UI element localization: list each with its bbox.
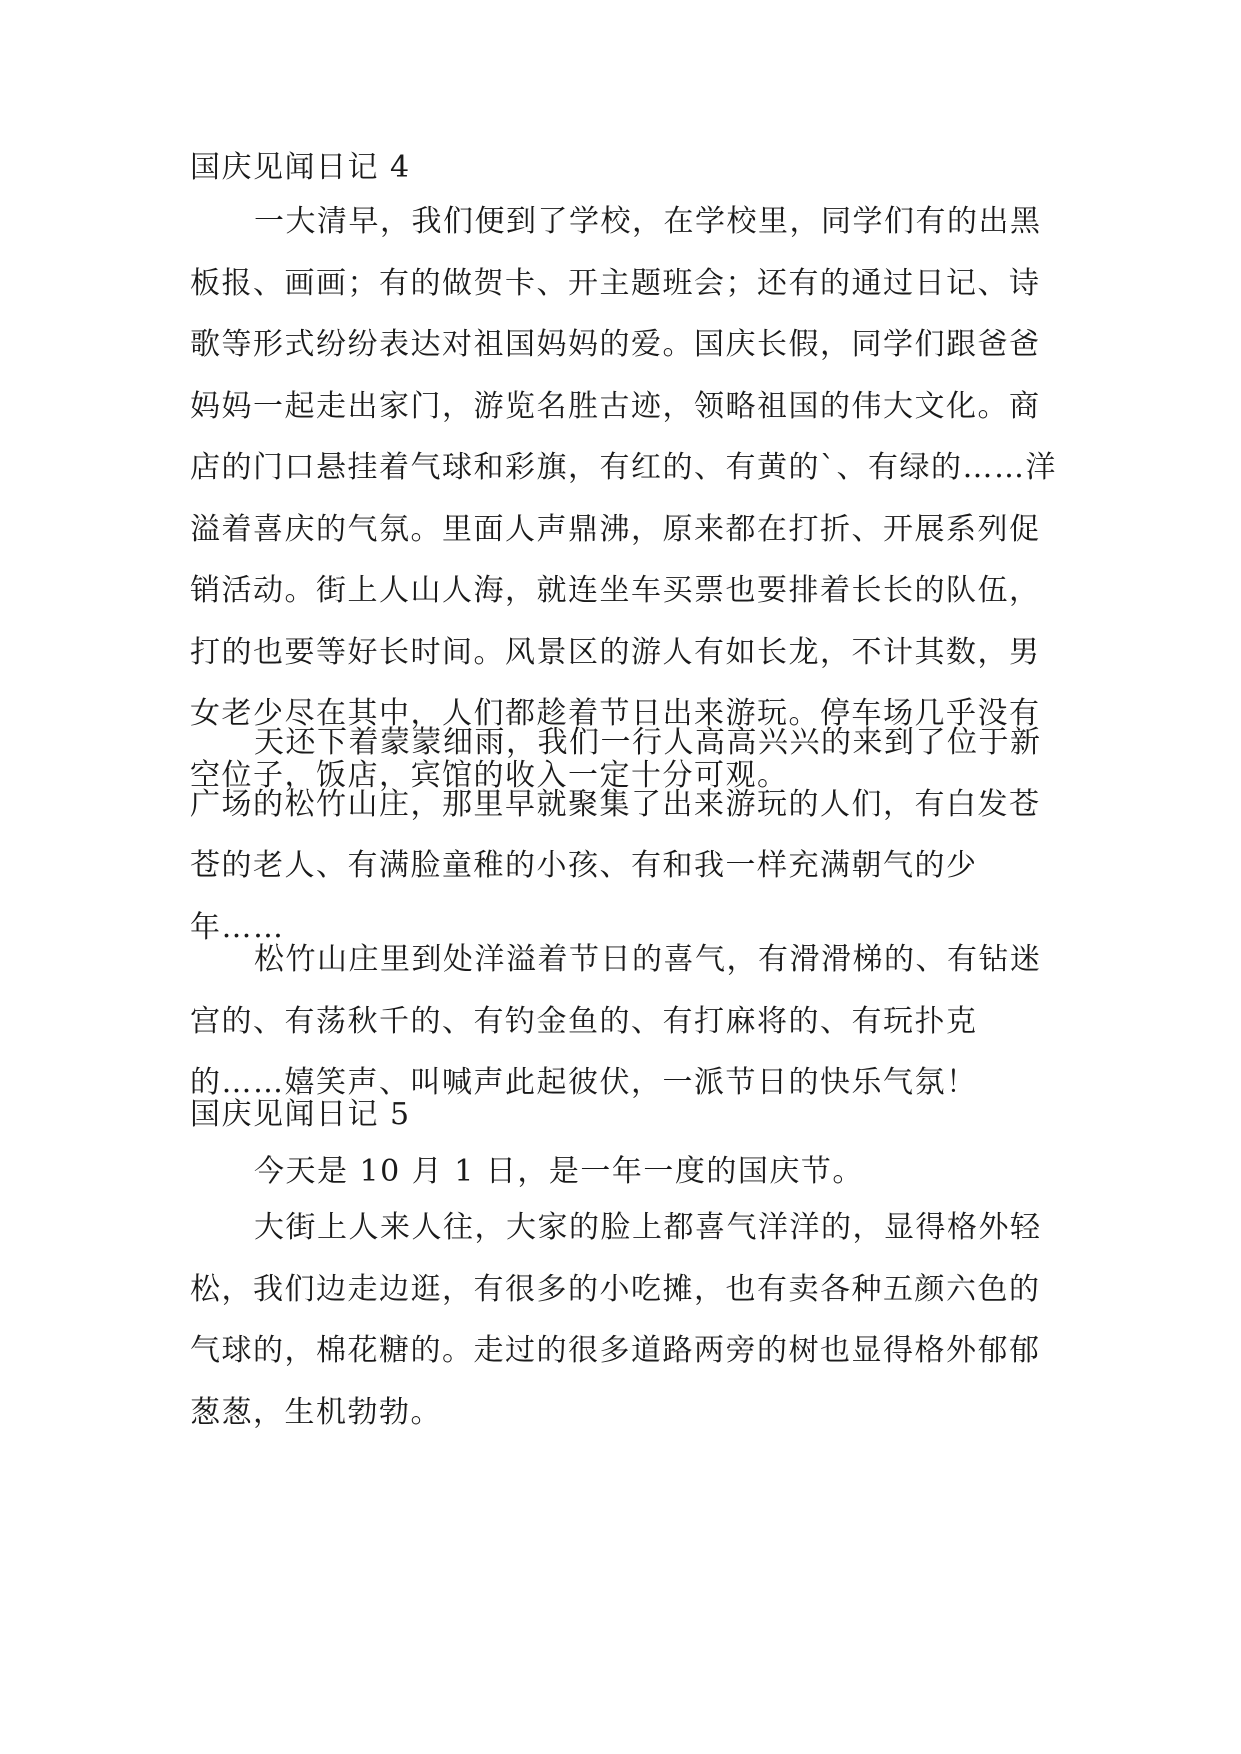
diary-4-paragraph-1: 一大清早，我们便到了学校，在学校里，同学们有的出黑板报、画画；有的做贺卡、开主题班会；还有的通过日记、诗歌等形式纷纷表达对祖国妈妈的爱。国庆长假，同学们跟爸爸妈妈一起走出家门，游览名胜古迹，领略祖国的伟大文化。商店的门口悬挂着气球和彩旗，有红的、有黄的`、有绿的……洋溢着喜庆的气氛。里面人声鼎沸，原来都在打折、开展系列促销活动。街上人山人海，就连坐车买票也要排着长长的队伍，打的也要等好长时间。风景区的游人有如长龙，不计其数，男女老少尽在其中，人们都趁着节日出来游玩。停车场几乎没有空位子，饭店，宾馆的收入一定十分可观。 bbox=[190, 204, 1057, 793]
diary-5-paragraph-2: 大街上人来人往，大家的脸上都喜气洋洋的，显得格外轻松，我们边走边逛，有很多的小吃摊，也有卖各种五颜六色的气球的，棉花糖的。走过的很多道路两旁的树也显得格外郁郁葱葱，生机勃勃。 bbox=[190, 1210, 1042, 1430]
diary-5-paragraph-1: 今天是 10 月 1 日，是一年一度的国庆节。 bbox=[254, 1154, 864, 1189]
diary-5-title: 国庆见闻日记 5 bbox=[190, 1097, 411, 1132]
diary-4-paragraph-2: 天还下着蒙蒙细雨，我们一行人高高兴兴的来到了位于新广场的松竹山庄，那里早就聚集了出来游玩的人们，有白发苍苍的老人、有满脸童稚的小孩、有和我一样充满朝气的少年…… bbox=[190, 725, 1042, 945]
diary-4-paragraph-3: 松竹山庄里到处洋溢着节日的喜气，有滑滑梯的、有钻迷宫的、有荡秋千的、有钓金鱼的、有打麻将的、有玩扑克的……嬉笑声、叫喊声此起彼伏，一派节日的快乐气氛！ bbox=[190, 942, 1042, 1100]
diary-4-title: 国庆见闻日记 4 bbox=[190, 150, 411, 185]
